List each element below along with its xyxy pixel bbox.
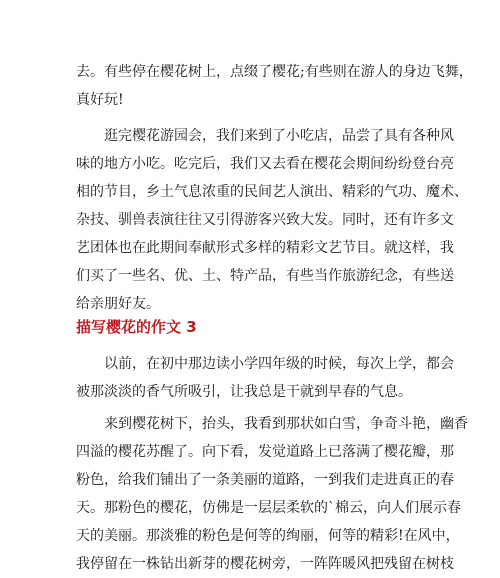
paragraph-line: 粉色，给我们铺出了一条美丽的道路，一到我们走进真正的春: [76, 472, 454, 488]
paragraph-line: 被那淡淡的香气所吸引，让我总是干就到早春的气息。: [76, 384, 412, 400]
paragraph-1: [76, 58, 473, 114]
paragraph-line: 相的节目，乡土气息浓重的民间艺人演出、精彩的气功、魔术、: [76, 184, 468, 200]
paragraph-4: [76, 410, 468, 578]
paragraph-line: 真好玩!: [76, 92, 124, 108]
paragraph-line: 味的地方小吃。吃完后，我们又去看在樱花会期间纷纷登台亮: [76, 156, 454, 172]
paragraph-line: 我停留在一株钻出新芽的樱花树旁，一阵阵暖风把残留在树枝: [76, 556, 454, 572]
section-heading: 描写樱花的作文 3: [76, 318, 197, 336]
paragraph-2: [76, 122, 468, 318]
paragraph-line: 来到樱花树下，抬头，我看到那状如白雪，争奇斗艳，幽香: [76, 416, 468, 432]
paragraph-line: 杂技、驯兽表演往往又引得游客兴致大发。同时，还有许多文: [76, 212, 454, 228]
paragraph-3: [76, 350, 454, 406]
paragraph-line: 四溢的樱花苏醒了。向下看，发觉道路上已落满了樱花瓣，那: [76, 444, 454, 460]
paragraph-line: 逛完樱花游园会，我们来到了小吃店，品尝了具有各种风: [76, 128, 454, 144]
paragraph-line: 们买了一些名、优、土、特产品，有些当作旅游纪念，有些送: [76, 268, 454, 284]
paragraph-line: 以前，在初中那边读小学四年级的时候，每次上学，都会: [76, 356, 454, 372]
paragraph-line: 去。有些停在樱花树上，点缀了樱花;有些则在游人的身边飞舞，: [76, 64, 473, 80]
paragraph-line: 天的美丽。那淡雅的粉色是何等的绚丽，何等的精彩!在风中，: [76, 528, 460, 544]
paragraph-line: 艺团体也在此期间奉献形式多样的精彩文艺节目。就这样，我: [76, 240, 454, 256]
paragraph-line: 给亲朋好友。: [76, 296, 160, 312]
paragraph-line: 天。那粉色的樱花，仿佛是一层层柔软的`棉云，向人们展示春: [76, 500, 461, 516]
